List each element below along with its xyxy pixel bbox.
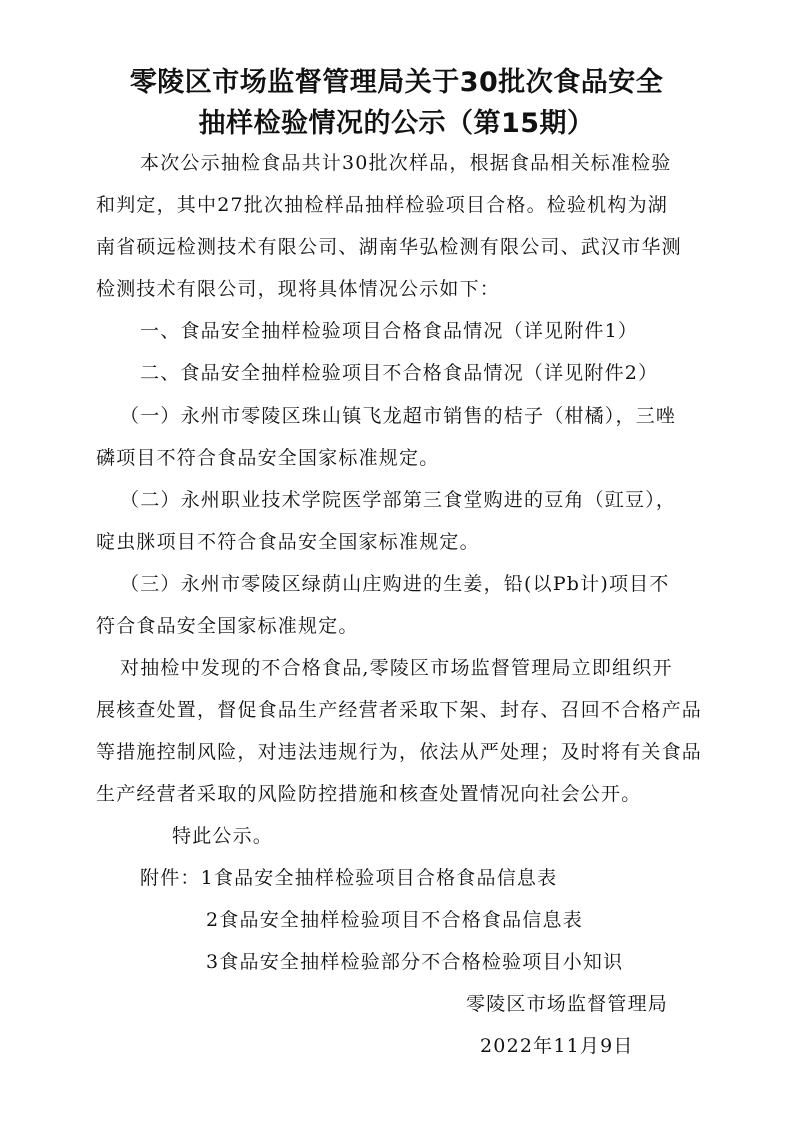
intro-paragraph-line: 检测技术有限公司，现将具体情况公示如下： <box>96 278 501 300</box>
intro-paragraph-line: 本次公示抽检食品共计30批次样品，根据食品相关标准检验 <box>140 152 672 174</box>
attachment-item: 2食品安全抽样检验项目不合格食品信息表 <box>206 909 583 931</box>
signature-agency: 零陵区市场监督管理局 <box>466 993 669 1015</box>
attachment-item: 3食品安全抽样检验部分不合格检验项目小知识 <box>206 951 624 973</box>
unqualified-item-line: 磷项目不符合食品安全国家标准规定。 <box>96 447 440 469</box>
attachment-item: 附件：1食品安全抽样检验项目合格食品信息表 <box>140 867 558 889</box>
action-paragraph-line: 等措施控制风险，对违法违规行为，依法从严处理；及时将有关食品 <box>96 741 703 763</box>
signature-date: 2022年11月9日 <box>480 1035 634 1057</box>
unqualified-item-line: （一）永州市零陵区珠山镇飞龙超市销售的桔子（柑橘），三唑 <box>120 405 677 427</box>
action-paragraph-line: 展核查处置，督促食品生产经营者采取下架、封存、召回不合格产品 <box>96 699 703 721</box>
intro-paragraph-line: 和判定，其中27批次抽检样品抽样检验项目合格。检验机构为湖 <box>96 194 668 216</box>
unqualified-item-line: 符合食品安全国家标准规定。 <box>96 615 359 637</box>
intro-paragraph-line: 南省硕远检测技术有限公司、湖南华弘检测有限公司、武汉市华测 <box>96 236 682 258</box>
action-paragraph-line: 对抽检中发现的不合格食品,零陵区市场监督管理局立即组织开 <box>120 657 673 679</box>
action-paragraph-line: 生产经营者采取的风险防控措施和核查处置情况向社会公开。 <box>96 783 642 805</box>
notice-text: 特此公示。 <box>172 825 274 847</box>
unqualified-item-line: （二）永州职业技术学院医学部第三食堂购进的豆角（豇豆）， <box>120 489 677 511</box>
page-title-line-2: 抽样检验情况的公示（第15期） <box>198 108 595 139</box>
unqualified-item-line: 啶虫脒项目不符合食品安全国家标准规定。 <box>96 531 480 553</box>
section-heading-unqualified: 二、食品安全抽样检验项目不合格食品情况（详见附件2） <box>140 362 659 384</box>
unqualified-item-line: （三）永州市零陵区绿荫山庄购进的生姜，铅(以Pb计)项目不 <box>120 573 670 595</box>
page-title-line-1: 零陵区市场监督管理局关于30批次食品安全 <box>129 67 664 98</box>
section-heading-qualified: 一、食品安全抽样检验项目合格食品情况（详见附件1） <box>140 320 639 342</box>
